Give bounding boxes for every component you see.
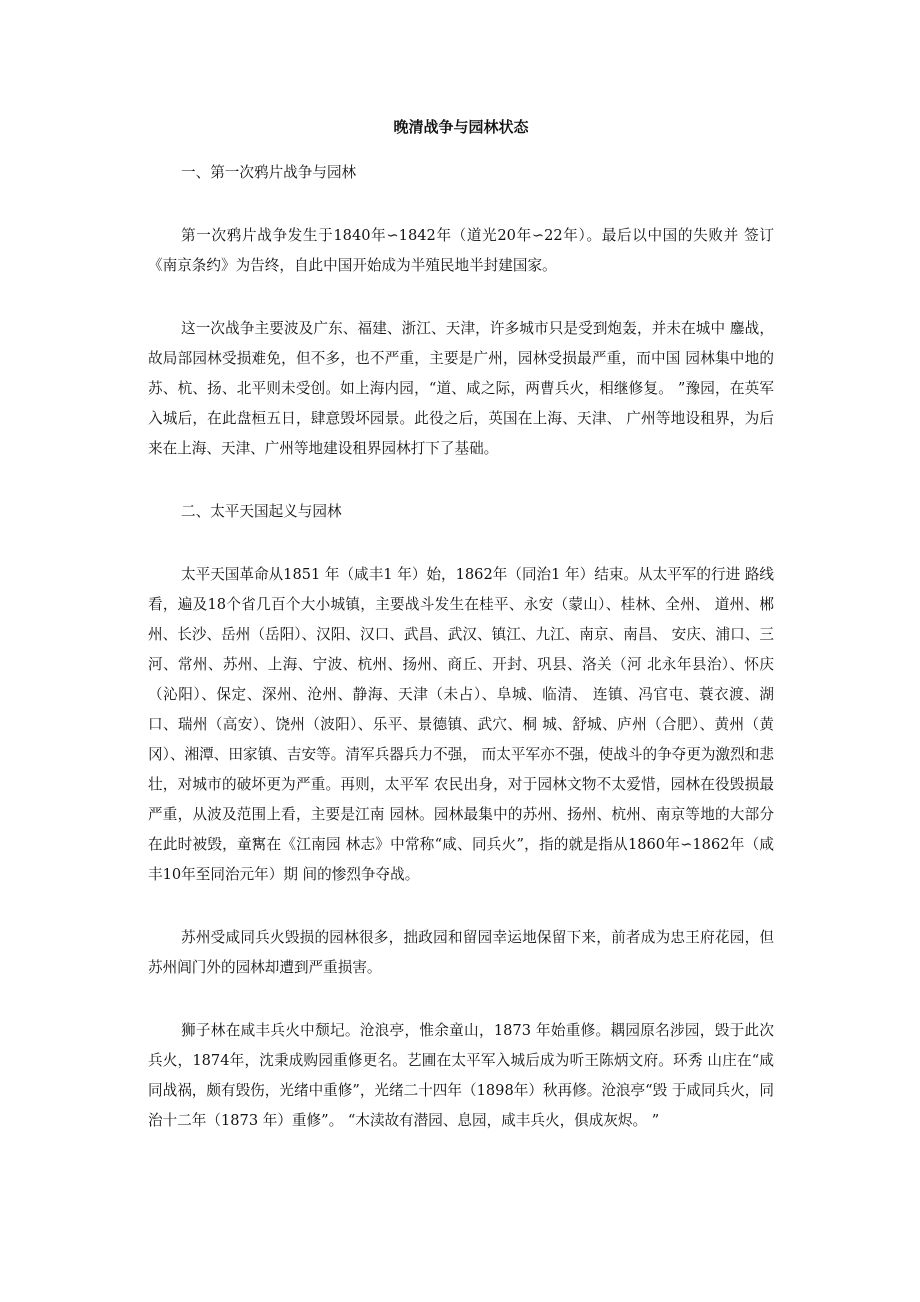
document-title: 晚清战争与园林状态 xyxy=(393,118,529,136)
section-heading: 二、太平天国起义与园林 xyxy=(181,503,342,520)
paragraph: 苏州受咸同兵火毁损的园林很多，拙政园和留园幸运地保留下来，前者成为忠王府花园，但苏州阊门外的园林却遭到严重损害。 xyxy=(148,929,774,976)
paragraph: 狮子林在咸丰兵火中颓圮。沧浪亭，惟余童山，1873 年始重修。耦园原名涉园，毁于此次兵火，1874年，沈秉成购园重修更名。艺圃在太平军入城后成为听王陈炳文府。环秀 山庄在“咸同战祸，颇有毁伤，光绪中重修”，光绪二十四年（1898年）秋再修。沧浪亭“毁 于咸同兵火，同治十二年（1873 年）重修”。 “木渎故有潜园、息园，咸丰兵火，俱成灰烬。 ” xyxy=(148,1022,774,1129)
paragraph: 这一次战争主要波及广东、福建、浙江、天津，许多城市只是受到炮轰，并未在城中 鏖战，故局部园林受损难免，但不多，也不严重，主要是广州，园林受损最严重，而中国 园林集中地的苏、杭、扬、北平则未受创。如上海内园，“道、咸之际，两曹兵火，相继修复。 ”豫园，在英军入城后，在此盘桓五日，肆意毁坏园景。此役之后，英国在上海、天津、 广州等地设租界，为后来在上海、天津、广州等地建设租界园林打下了基础。 xyxy=(148,320,774,457)
section-heading: 一、第一次鸦片战争与园林 xyxy=(181,164,357,181)
paragraph: 太平天国革命从1851 年（咸丰1 年）始，1862年（同治1 年）结束。从太平军的行进 路线看，遍及18个省几百个大小城镇，主要战斗发生在桂平、永安（蒙山）、桂林、全州、 道州、郴州、长沙、岳州（岳阳）、汉阳、汉口、武昌、武汉、镇江、九江、南京、南昌、 安庆、浦口、三河、常州、苏州、上海、宁波、杭州、扬州、商丘、开封、巩县、洛关（河 北永年县治）、怀庆（沁阳）、保定、深州、沧州、静海、天津（未占）、阜城、临清、 连镇、冯官屯、蓑衣渡、湖口、瑞州（高安）、饶州（波阳）、乐平、景德镇、武穴、桐 城、舒城、庐州（合肥）、黄州（黄冈）、湘潭、田家镇、吉安等。清军兵器兵力不强， 而太平军亦不强，使战斗的争夺更为激烈和悲壮，对城市的破坏更为严重。再则，太平军 农民出身，对于园林文物不太爱惜，园林在役毁损最严重，从波及范围上看，主要是江南 园林。园林最集中的苏州、扬州、杭州、南京等地的大部分在此时被毁，童寯在《江南园 林志》中常称“咸、同兵火”，指的就是指从1860年∽1862年（咸丰10年至同治元年）期 间的惨烈争夺战。 xyxy=(148,566,775,883)
document-page xyxy=(148,112,774,1136)
section-opium-war xyxy=(148,158,774,464)
section-taiping-rebellion xyxy=(148,497,774,1136)
paragraph: 第一次鸦片战争发生于1840年∽1842年（道光20年∽22年）。最后以中国的失败并 签订《南京条约》为告终，自此中国开始成为半殖民地半封建国家。 xyxy=(148,227,774,274)
